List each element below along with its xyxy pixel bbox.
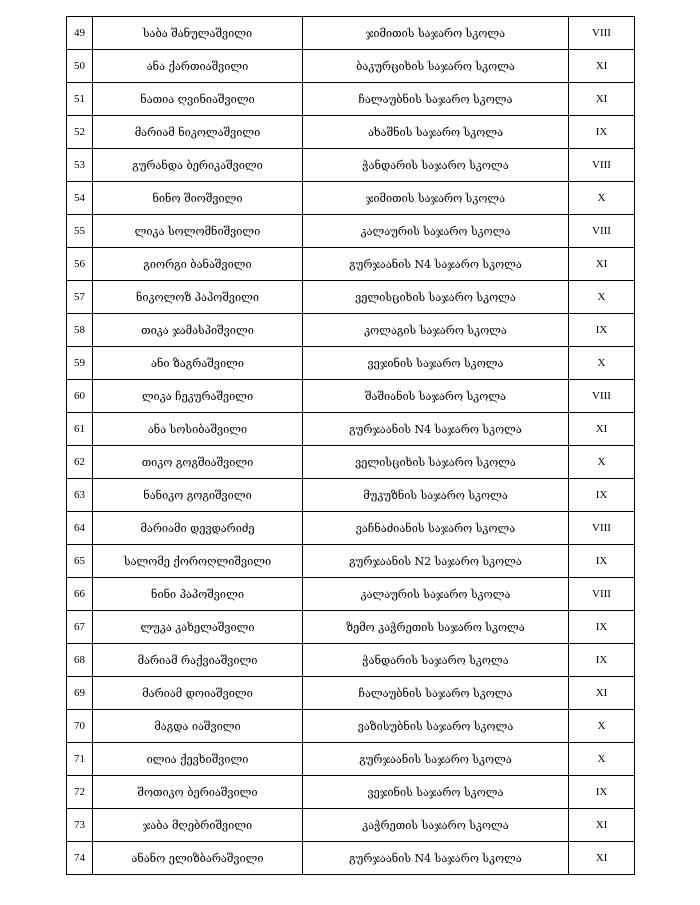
student-name: გურანდა ბერიკაშვილი [93, 149, 303, 182]
row-number: 56 [67, 248, 93, 281]
table-row [67, 578, 635, 611]
table-row [67, 116, 635, 149]
school-name: გურჯაანის N2 საჯარო სკოლა [303, 545, 569, 578]
school-name: ვეჯინის საჯარო სკოლა [303, 776, 569, 809]
student-name: თიკა ჯამასპიშვილი [93, 314, 303, 347]
grade: VIII [569, 512, 635, 545]
school-name: ჭანდარის საჯარო სკოლა [303, 644, 569, 677]
table-row [67, 446, 635, 479]
row-number: 72 [67, 776, 93, 809]
student-name: ანანო ელიზბარაშვილი [93, 842, 303, 875]
student-name: მაგდა იაშვილი [93, 710, 303, 743]
row-number: 73 [67, 809, 93, 842]
student-name: ანი ზაგრაშვილი [93, 347, 303, 380]
grade: XI [569, 842, 635, 875]
row-number: 53 [67, 149, 93, 182]
table-row [67, 611, 635, 644]
participants-table [66, 16, 635, 875]
grade: IX [569, 776, 635, 809]
table-row [67, 215, 635, 248]
grade: XI [569, 83, 635, 116]
table-row [67, 809, 635, 842]
school-name: ბაკურციხის საჯარო სკოლა [303, 50, 569, 83]
school-name: ახაშნის საჯარო სკოლა [303, 116, 569, 149]
student-name: მარიამ დოიაშვილი [93, 677, 303, 710]
table-row [67, 182, 635, 215]
grade: VIII [569, 215, 635, 248]
school-name: ჭანდარის საჯარო სკოლა [303, 149, 569, 182]
table-row [67, 776, 635, 809]
student-name: ილია ქევხიშვილი [93, 743, 303, 776]
table-row [67, 281, 635, 314]
row-number: 67 [67, 611, 93, 644]
row-number: 51 [67, 83, 93, 116]
row-number: 64 [67, 512, 93, 545]
row-number: 66 [67, 578, 93, 611]
school-name: ჯიმითის საჯარო სკოლა [303, 17, 569, 50]
row-number: 71 [67, 743, 93, 776]
student-name: მარიამი დევდარიძე [93, 512, 303, 545]
school-name: ვეჯინის საჯარო სკოლა [303, 347, 569, 380]
student-name: ნათია ღვინიაშვილი [93, 83, 303, 116]
row-number: 50 [67, 50, 93, 83]
grade: X [569, 281, 635, 314]
row-number: 55 [67, 215, 93, 248]
school-name: კალაურის საჯარო სკოლა [303, 215, 569, 248]
school-name: გურჯაანის საჯარო სკოლა [303, 743, 569, 776]
grade: XI [569, 248, 635, 281]
row-number: 54 [67, 182, 93, 215]
table-row [67, 149, 635, 182]
student-name: გიორგი ბანაშვილი [93, 248, 303, 281]
row-number: 65 [67, 545, 93, 578]
grade: XI [569, 50, 635, 83]
student-name: ანა სოსიბაშვილი [93, 413, 303, 446]
row-number: 61 [67, 413, 93, 446]
school-name: ზემო კაჭრეთის საჯარო სკოლა [303, 611, 569, 644]
student-name: ანა ქართიაშვილი [93, 50, 303, 83]
row-number: 49 [67, 17, 93, 50]
student-name: ლიკა ჩეკურაშვილი [93, 380, 303, 413]
student-name: ნანიკო გოგიშვილი [93, 479, 303, 512]
row-number: 59 [67, 347, 93, 380]
school-name: ვაზისუბნის საჯარო სკოლა [303, 710, 569, 743]
row-number: 52 [67, 116, 93, 149]
school-name: გურჯაანის N4 საჯარო სკოლა [303, 248, 569, 281]
school-name: კაჭრეთის საჯარო სკოლა [303, 809, 569, 842]
row-number: 60 [67, 380, 93, 413]
table-row [67, 545, 635, 578]
row-number: 69 [67, 677, 93, 710]
table-row [67, 380, 635, 413]
student-name: ნიკოლოზ პაპოშვილი [93, 281, 303, 314]
table-row [67, 842, 635, 875]
table-row [67, 17, 635, 50]
school-name: ვაჩნაძიანის საჯარო სკოლა [303, 512, 569, 545]
grade: IX [569, 644, 635, 677]
student-name: საბა შანულაშვილი [93, 17, 303, 50]
school-name: შაშიანის საჯარო სკოლა [303, 380, 569, 413]
grade: XI [569, 809, 635, 842]
school-name: კალაურის საჯარო სკოლა [303, 578, 569, 611]
school-name: ჯიმითის საჯარო სკოლა [303, 182, 569, 215]
row-number: 63 [67, 479, 93, 512]
table-row [67, 347, 635, 380]
school-name: ველისციხის საჯარო სკოლა [303, 446, 569, 479]
row-number: 62 [67, 446, 93, 479]
table-row [67, 644, 635, 677]
grade: VIII [569, 149, 635, 182]
grade: X [569, 182, 635, 215]
table-row [67, 479, 635, 512]
participants-table-body [67, 17, 635, 875]
school-name: ჩალაუბნის საჯარო სკოლა [303, 677, 569, 710]
table-row [67, 50, 635, 83]
table-row [67, 248, 635, 281]
student-name: შოთიკო ბერიაშვილი [93, 776, 303, 809]
student-name: ნინი პაპოშვილი [93, 578, 303, 611]
table-row [67, 710, 635, 743]
student-name: ჯაბა მღებრიშვილი [93, 809, 303, 842]
table-row [67, 314, 635, 347]
table-row [67, 677, 635, 710]
student-name: სალომე ქოროღლიშვილი [93, 545, 303, 578]
grade: IX [569, 479, 635, 512]
grade: XI [569, 677, 635, 710]
grade: VIII [569, 578, 635, 611]
student-name: თიკო გოგშიაშვილი [93, 446, 303, 479]
grade: XI [569, 413, 635, 446]
student-name: მარიამ რაქვიაშვილი [93, 644, 303, 677]
table-row [67, 512, 635, 545]
grade: IX [569, 611, 635, 644]
grade: X [569, 347, 635, 380]
student-name: ლუკა კახელაშვილი [93, 611, 303, 644]
table-row [67, 413, 635, 446]
row-number: 57 [67, 281, 93, 314]
school-name: ჩალაუბნის საჯარო სკოლა [303, 83, 569, 116]
school-name: მუკუზნის საჯარო სკოლა [303, 479, 569, 512]
grade: IX [569, 116, 635, 149]
grade: IX [569, 545, 635, 578]
grade: VIII [569, 17, 635, 50]
row-number: 70 [67, 710, 93, 743]
row-number: 74 [67, 842, 93, 875]
grade: IX [569, 314, 635, 347]
table-row [67, 743, 635, 776]
school-name: გურჯაანის N4 საჯარო სკოლა [303, 413, 569, 446]
grade: X [569, 446, 635, 479]
grade: X [569, 710, 635, 743]
row-number: 58 [67, 314, 93, 347]
row-number: 68 [67, 644, 93, 677]
table-row [67, 83, 635, 116]
school-name: კოლაგის საჯარო სკოლა [303, 314, 569, 347]
grade: VIII [569, 380, 635, 413]
school-name: გურჯაანის N4 საჯარო სკოლა [303, 842, 569, 875]
grade: X [569, 743, 635, 776]
school-name: ველისციხის საჯარო სკოლა [303, 281, 569, 314]
student-name: ლიკა სოლომნიშვილი [93, 215, 303, 248]
student-name: მარიამ ნიკოლაშვილი [93, 116, 303, 149]
student-name: ნინო შიოშვილი [93, 182, 303, 215]
